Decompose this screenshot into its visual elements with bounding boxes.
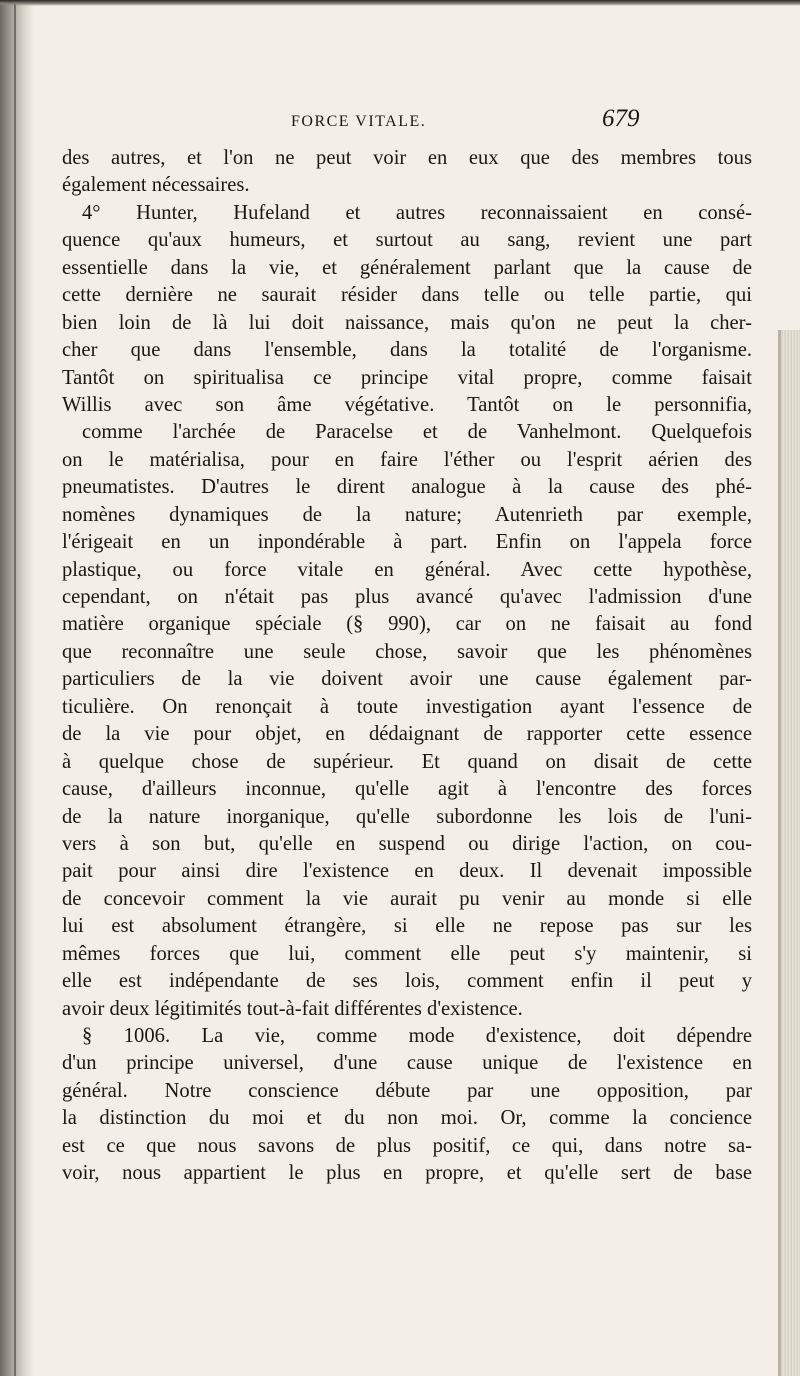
body-text	[62, 145, 752, 1188]
text-line: est ce que nous savons de plus positif, ce qui, dans notre sa-	[62, 1134, 752, 1157]
text-line: essentielle dans la vie, et généralement parlant que la cause de	[62, 256, 752, 279]
text-line: 4° Hunter, Hufeland et autres reconnaissaient en consé-	[82, 201, 752, 224]
text-line: comme l'archée de Paracelse et de Vanhelmont. Quelquefois	[82, 421, 752, 444]
text-line: avoir deux légitimités tout-à-fait différentes d'existence.	[62, 997, 523, 1020]
text-line: à quelque chose de supérieur. Et quand on disait de cette	[62, 750, 752, 773]
text-line: Tantôt on spiritualisa ce principe vital propre, comme faisait	[62, 366, 752, 389]
text-line: particuliers de la vie doivent avoir une cause également par-	[62, 668, 752, 691]
text-line: plastique, ou force vitale en général. Avec cette hypothèse,	[62, 558, 752, 581]
text-line: matière organique spéciale (§ 990), car on ne faisait au fond	[62, 613, 752, 636]
text-line: voir, nous appartient le plus en propre, et qu'elle sert de base	[62, 1162, 752, 1185]
text-line: de la vie pour objet, en dédaignant de rapporter cette essence	[62, 723, 752, 746]
book-page	[62, 103, 752, 1188]
running-head	[62, 103, 752, 145]
page-binding-shadow	[0, 0, 34, 1376]
text-line: elle est indépendante de ses lois, comment enfin il peut y	[62, 970, 752, 993]
text-line: quence qu'aux humeurs, et surtout au sang, revient une part	[62, 229, 752, 252]
text-line: ticulière. On renonçait à toute investigation ayant l'essence de	[62, 695, 752, 718]
text-line: lui est absolument étrangère, si elle ne repose pas sur les	[62, 915, 752, 938]
text-line: bien loin de là lui doit naissance, mais qu'on ne peut la cher-	[62, 311, 752, 334]
text-line: des autres, et l'on ne peut voir en eux que des membres tous	[62, 147, 752, 169]
text-line: cependant, on n'était pas plus avancé qu'avec l'admission d'une	[62, 586, 752, 608]
text-line: cause, d'ailleurs inconnue, qu'elle agit à l'encontre des forces	[62, 778, 752, 801]
scan-top-edge	[0, 0, 800, 6]
page-number: 679	[602, 105, 640, 132]
text-line: on le matérialisa, pour en faire l'éther ou l'esprit aérien des	[62, 448, 752, 471]
text-line: d'un principe universel, d'une cause unique de l'existence en	[62, 1052, 752, 1075]
text-line: nomènes dynamiques de la nature; Autenrieth par exemple,	[62, 503, 752, 526]
text-line: l'érigeait en un inpondérable à part. Enfin on l'appela force	[62, 531, 752, 554]
text-line: mêmes forces que lui, comment elle peut s'y maintenir, si	[62, 942, 752, 965]
text-line: général. Notre conscience débute par une opposition, par	[62, 1079, 752, 1102]
text-line: Willis avec son âme végétative. Tantôt on le personnifia,	[62, 393, 752, 416]
text-line: pait pour ainsi dire l'existence en deux. Il devenait impossible	[62, 860, 752, 883]
text-line: de la nature inorganique, qu'elle subordonne les lois de l'uni-	[62, 805, 752, 828]
text-line: cette dernière ne saurait résider dans telle ou telle partie, qui	[62, 284, 752, 307]
running-title: FORCE VITALE.	[291, 113, 427, 130]
text-line: pneumatistes. D'autres le dirent analogue à la cause des phé-	[62, 476, 752, 499]
text-line: vers à son but, qu'elle en suspend ou dirige l'action, on cou-	[62, 832, 752, 855]
text-line: que reconnaître une seule chose, savoir que les phénomènes	[62, 640, 752, 663]
page-edge-right	[778, 330, 800, 1376]
text-line: cher que dans l'ensemble, dans la totalité de l'organisme.	[62, 339, 752, 362]
text-line: de concevoir comment la vie aurait pu venir au monde si elle	[62, 887, 752, 910]
text-line: également nécessaires.	[62, 174, 250, 197]
text-line: la distinction du moi et du non moi. Or, comme la concience	[62, 1107, 752, 1130]
text-line: § 1006. La vie, comme mode d'existence, doit dépendre	[82, 1025, 752, 1047]
